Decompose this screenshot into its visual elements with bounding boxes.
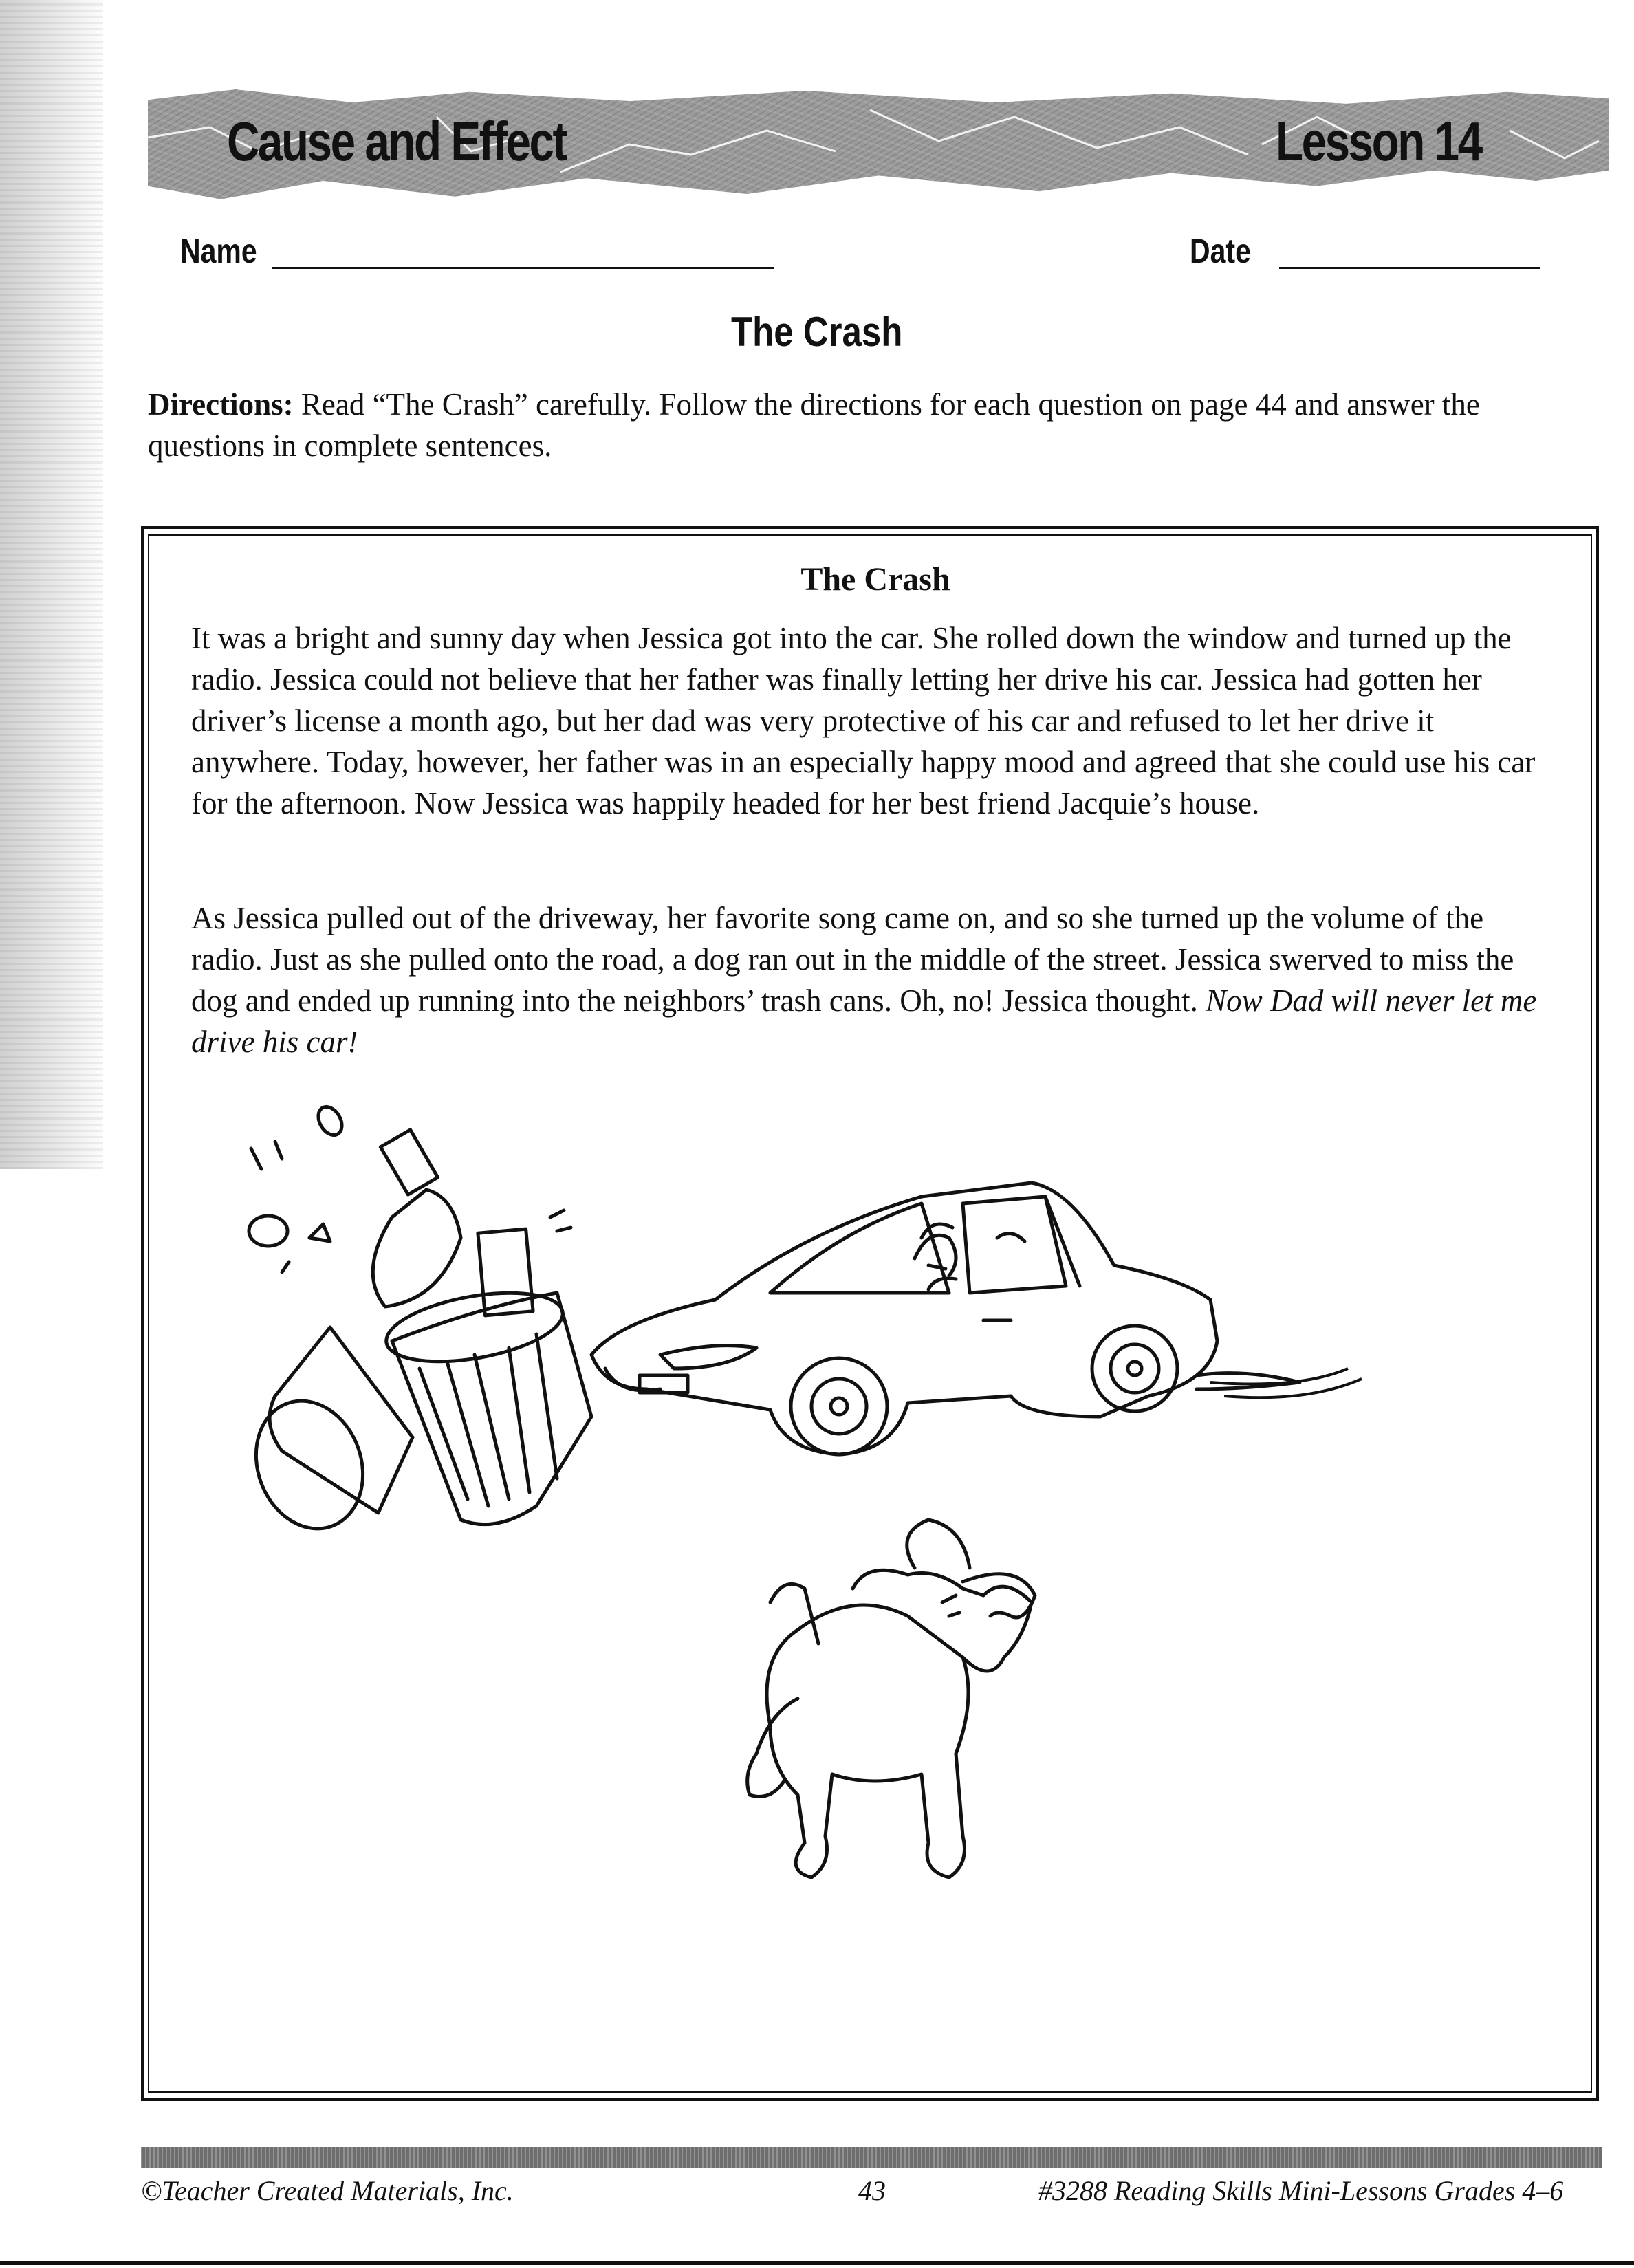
story-paragraph-2-text: As Jessica pulled out of the driveway, her favorite song came on, and so she turned up the volume of the radio. Just as she pulled onto the road, a dog ran out in the middle of the street. Jessica swerved to miss the dog and ended up running into the neighbors’ trash cans. Oh, no! Jessica thought. xyxy=(191,901,1514,1018)
date-field[interactable] xyxy=(1279,267,1540,269)
directions xyxy=(148,384,1537,466)
name-label: Name xyxy=(180,232,257,270)
story-paragraph-2 xyxy=(191,897,1553,1062)
footer-bar xyxy=(141,2147,1602,2168)
crash-illustration xyxy=(234,1093,1444,2056)
date-label: Date xyxy=(1190,232,1251,270)
car-icon xyxy=(591,1183,1300,1454)
story-title: The Crash xyxy=(800,561,950,598)
page-number: 43 xyxy=(858,2175,886,2206)
story-paragraph-1: It was a bright and sunny day when Jessica got into the car. She rolled down the window and turned up the radio. Jessica could not believe that her father was finally letting her drive his car. Jessica had gotten her driver’s license a month ago, but her dad was very protective of his car and refused to let her drive it anywhere. Today, however, her father was in an especially happy mood and agreed that she could use his car for the afternoon. Now Jessica was happily headed for her best friend Jacquie’s house. xyxy=(191,621,1536,820)
directions-text: Read “The Crash” carefully. Follow the directions for each question on page 44 and answer the questions in complete sentences. xyxy=(148,387,1480,463)
trash-can-icon xyxy=(239,1102,591,1543)
page-title xyxy=(0,308,1634,356)
page-title-text: The Crash xyxy=(731,309,903,355)
footer-book-title: #3288 Reading Skills Mini-Lessons Grades 4–6 xyxy=(1038,2175,1564,2206)
section-title: Cause and Effect xyxy=(227,111,566,172)
bottom-rule xyxy=(0,2261,1634,2265)
directions-label: Directions: xyxy=(148,387,294,422)
lesson-number: Lesson 14 xyxy=(1276,111,1481,172)
name-field[interactable] xyxy=(272,267,774,269)
dog-icon xyxy=(748,1520,1035,1877)
footer-publisher: ©Teacher Created Materials, Inc. xyxy=(141,2175,514,2206)
story-paragraph-2-thought: Now Dad will never let me drive his car! xyxy=(191,983,1537,1059)
